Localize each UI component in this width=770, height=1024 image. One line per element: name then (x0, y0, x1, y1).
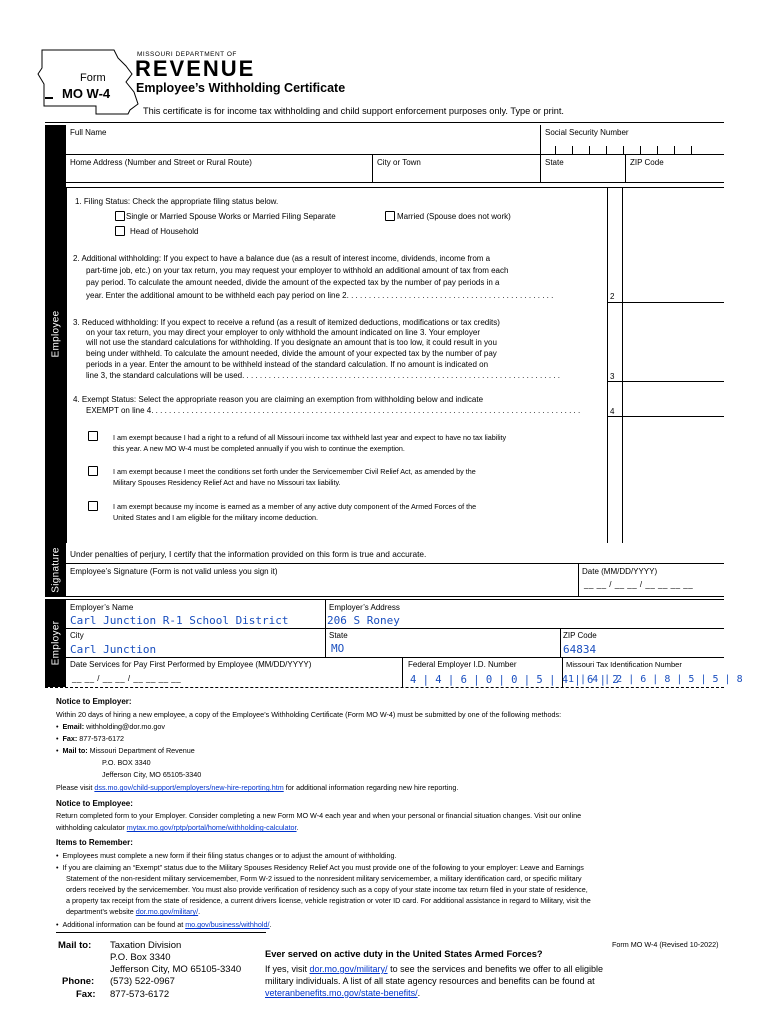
footer-fax-label: Fax: (76, 989, 96, 1000)
line3-text-2: on your tax return, you may direct your employer to only withhold the amount indicated on line 3. Your employer (86, 328, 480, 337)
mail-city-state: Jefferson City, MO 65105-3340 (102, 770, 202, 779)
remember-bullet-3: • Additional information can be found at mo.gov/business/withhold/. (56, 920, 272, 929)
veteran-benefits-link[interactable]: veteranbenefits.mo.gov/state-benefits/ (265, 988, 418, 998)
line3-amount-field[interactable] (623, 367, 723, 380)
withholding-calculator-link[interactable]: mytax.mo.gov/rptp/portal/home/withholding-calculator (126, 823, 297, 832)
withhold-info-link[interactable]: mo.gov/business/withhold/ (185, 920, 270, 929)
employer-state-label: State (329, 631, 348, 640)
exempt-reason-2-line2: Military Spouses Residency Relief Act and have no Missouri tax liability. (113, 478, 341, 487)
signature-label: Employee’s Signature (Form is not valid unless you sign it) (70, 567, 278, 576)
exempt-reason-3-checkbox[interactable] (88, 501, 98, 511)
footer-mail-label: Mail to: (58, 940, 92, 951)
notice-employer-heading: Notice to Employer: (56, 697, 132, 706)
employee-signature-field[interactable] (66, 578, 577, 595)
employer-city-label: City (70, 631, 84, 640)
email-method: • Email: withholding@dor.mo.gov (56, 722, 165, 731)
footer-phone-value: (573) 522-0967 (110, 976, 175, 987)
full-name-label: Full Name (70, 128, 107, 137)
exempt-reason-1-line2: this year. A new MO W-4 must be completed annually if you wish to continue the exemption. (113, 444, 405, 453)
remember-bullet-2-line1: • If you are claiming an “Exempt” status due to the Military Spouses Residency Relief Act you must provide one of the following to your employer: Leave and Earnings (56, 863, 584, 872)
zip-label: ZIP Code (630, 158, 664, 167)
line2-text-2: part-time job, etc.) on your tax return, you may request your employer to withhold an additional amount of tax from each (86, 266, 509, 275)
employer-zip-field[interactable]: 64834 (563, 643, 597, 656)
employer-address-field[interactable]: 206 S Roney (327, 614, 400, 627)
date-services-label: Date Services for Pay First Performed by Employee (MM/DD/YYYY) (70, 660, 312, 669)
fax-method: • Fax: 877-573-6172 (56, 734, 125, 743)
notice-employee-line1: Return completed form to your Employer. Consider completing a new Form MO W-4 each year and when your personal or financial situation changes. Visit our online (56, 811, 582, 820)
footer-mail-address: Taxation Division P.O. Box 3340 Jefferson City, MO 65105-3340 (110, 940, 242, 975)
signature-date-field[interactable]: __ __ / __ __ / __ __ __ __ (584, 580, 694, 589)
employer-city-field[interactable]: Carl Junction (70, 643, 157, 656)
date-services-field[interactable]: __ __ / __ __ / __ __ __ __ (72, 674, 182, 683)
line2-text-1: 2. Additional withholding: If you expect to have a balance due (as a result of interest income, dividends, income from a (73, 254, 491, 263)
form-code: MO W-4 (62, 86, 111, 101)
employee-sidebar: Employee (45, 125, 66, 543)
line2-amount-field[interactable] (623, 288, 723, 301)
city-label: City or Town (377, 158, 421, 167)
signature-sidebar: Signature (45, 543, 66, 596)
single-label: Single or Married Spouse Works or Married Filing Separate (126, 212, 336, 221)
perjury-statement: Under penalties of perjury, I certify that the information provided on this form is true and accurate. (70, 549, 427, 559)
remember-bullet-2-line5: department’s website dor.mo.gov/military/. (66, 907, 201, 916)
fein-field[interactable]: 4 | 4 | 6 | 0 | 0 | 5 | 4 | 6 | 2 (410, 674, 619, 686)
remember-bullet-2-line2: Statement of the non-resident military servicemember, Form W-2 issued to the nonresident military servicemember, a military identification card, or specific military (66, 874, 582, 883)
line3-text-3: will not use the standard calculations for withholding. If you designate an amount that is too low, it could result in you (86, 338, 497, 347)
married-label: Married (Spouse does not work) (397, 212, 511, 221)
exempt-reason-2-checkbox[interactable] (88, 466, 98, 476)
employer-name-label: Employer’s Name (70, 603, 134, 612)
mail-method: • Mail to: Missouri Department of Revenue (56, 746, 195, 755)
employer-state-field[interactable]: MO (331, 642, 345, 655)
notice-employer-intro: Within 20 days of hiring a new employee, a copy of the Employee’s Withholding Certificate (Form MO W-4) must be submitted by one of the following methods: (56, 710, 562, 719)
revenue-logo: REVENUE (135, 56, 256, 81)
dept-line: MISSOURI DEPARTMENT OF (137, 51, 237, 58)
military-question: Ever served on active duty in the United States Armed Forces? (265, 949, 543, 959)
line3-text-1: 3. Reduced withholding: If you expect to receive a refund (as a result of itemized deductions, modifications or tax credits) (73, 318, 500, 327)
form-title: Employee’s Withholding Certificate (136, 81, 346, 95)
mail-po-box: P.O. BOX 3340 (102, 758, 151, 767)
home-address-label: Home Address (Number and Street or Rural Route) (70, 158, 252, 167)
employer-address-label: Employer’s Address (329, 603, 400, 612)
footer-fax-value: 877-573-6172 (110, 989, 170, 1000)
employer-zip-label: ZIP Code (563, 631, 597, 640)
new-hire-visit: Please visit dss.mo.gov/child-support/employers/new-hire-reporting.htm for additional information regarding new hire reporting. (56, 783, 459, 792)
mo-tax-id-label: Missouri Tax Identification Number (566, 660, 682, 669)
remember-bullet-2-line3: orders received by the servicemember. You must also provide verification of residency such as a copy of your state income tax return filed in your state of residence, (66, 885, 588, 894)
footer-military-link[interactable]: dor.mo.gov/military/ (309, 964, 388, 974)
line4-text-2: EXEMPT on line 4. . . . . . . . . . . . . . . . . . . . . . . . . . . . . . . . . . . . . . . . . . . . . . . . . . . . . . . . . . . . . . . . . . . . . . . . . . . . . . . . . . . . . . . . . . . . . . . . . (86, 406, 581, 415)
form-label: Form (80, 72, 106, 84)
married-checkbox[interactable] (385, 211, 395, 221)
line3-text-4: being under withheld. To calculate the amount needed, divide the amount of your expected tax by the number of pay (86, 349, 497, 358)
military-link[interactable]: dor.mo.gov/military/ (135, 907, 199, 916)
remember-bullet-2-line4: a property tax receipt from the state of residence, a current drivers license, vehicle registration or voter ID card. For additional assistance in regard to Military, visit the (66, 896, 591, 905)
exempt-reason-1-checkbox[interactable] (88, 431, 98, 441)
line1-text: 1. Filing Status: Check the appropriate filing status below. (75, 197, 279, 206)
ssn-field[interactable] (555, 146, 695, 154)
exempt-reason-1-line1: I am exempt because I had a right to a refund of all Missouri income tax withheld last year and expect to have no tax liability (113, 433, 507, 442)
military-info: If yes, visit dor.mo.gov/military/ to see the services and benefits we offer to all eligible military individuals. A list of all state agency resources and benefits can be found at veteranbenefits.mo.gov/state-benefits/. (265, 964, 604, 998)
line2-number: 2 (610, 292, 615, 301)
line3-text-5: periods in a year. Enter the amount to be withheld instead of the standard calculation. If no amount is indicated on (86, 360, 489, 369)
date-label: Date (MM/DD/YYYY) (582, 567, 658, 576)
notice-employee-heading: Notice to Employee: (56, 799, 133, 808)
line3-number: 3 (610, 372, 615, 381)
notice-employee-line2: withholding calculator mytax.mo.gov/rptp/portal/home/withholding-calculator. (56, 823, 299, 832)
single-checkbox[interactable] (115, 211, 125, 221)
mo-tax-id-field[interactable]: 1 | 4 | 2 | 6 | 8 | 5 | 5 | 8 (568, 674, 743, 685)
employer-sidebar: Employer (45, 599, 66, 687)
line2-text-3: pay period. To calculate the amount needed, divide the amount of the expected tax by the number of pay periods in a (86, 278, 500, 287)
revision-date: Form MO W-4 (Revised 10-2022) (612, 940, 719, 949)
employer-name-field[interactable]: Carl Junction R-1 School District (70, 614, 289, 627)
exempt-reason-3-line2: United States and I am eligible for the military income deduction. (113, 513, 318, 522)
line4-exempt-field[interactable] (623, 402, 723, 415)
line3-text-6: line 3, the standard calculations will be used. . . . . . . . . . . . . . . . . . . . . . . . . . . . . . . . . . . . . . . . . . . . . . . . . . . . . . . . . . . . . . . . . . . . . . . . (86, 371, 560, 380)
footer-phone-label: Phone: (62, 976, 95, 987)
state-label: State (545, 158, 564, 167)
exempt-reason-2-line1: I am exempt because I meet the conditions set forth under the Servicemember Civil Relief Act, as amended by the (113, 467, 476, 476)
fein-label: Federal Employer I.D. Number (408, 660, 517, 669)
head-of-household-checkbox[interactable] (115, 226, 125, 236)
form-subtitle: This certificate is for income tax withholding and child support enforcement purposes only. Type or print. (143, 106, 564, 116)
ssn-label: Social Security Number (545, 128, 629, 137)
new-hire-link[interactable]: dss.mo.gov/child-support/employers/new-hire-reporting.htm (94, 783, 284, 792)
line4-number: 4 (610, 407, 615, 416)
exempt-reason-3-line1: I am exempt because my income is earned as a member of any active duty component of the Armed Forces of the (113, 502, 477, 511)
line2-text-4: year. Enter the additional amount to be withheld each pay period on line 2. . . . . . . . . . . . . . . . . . . . . . . . . . . . . . . . . . . . . . . . . . . . . . . (86, 291, 554, 300)
head-of-household-label: Head of Household (130, 227, 199, 236)
line4-text-1: 4. Exempt Status: Select the appropriate reason you are claiming an exemption from withholding below and indicate (73, 395, 484, 404)
remember-bullet-1: • Employees must complete a new form if their filing status changes or to adjust the amount of withholding. (56, 851, 397, 860)
remember-heading: Items to Remember: (56, 838, 133, 847)
